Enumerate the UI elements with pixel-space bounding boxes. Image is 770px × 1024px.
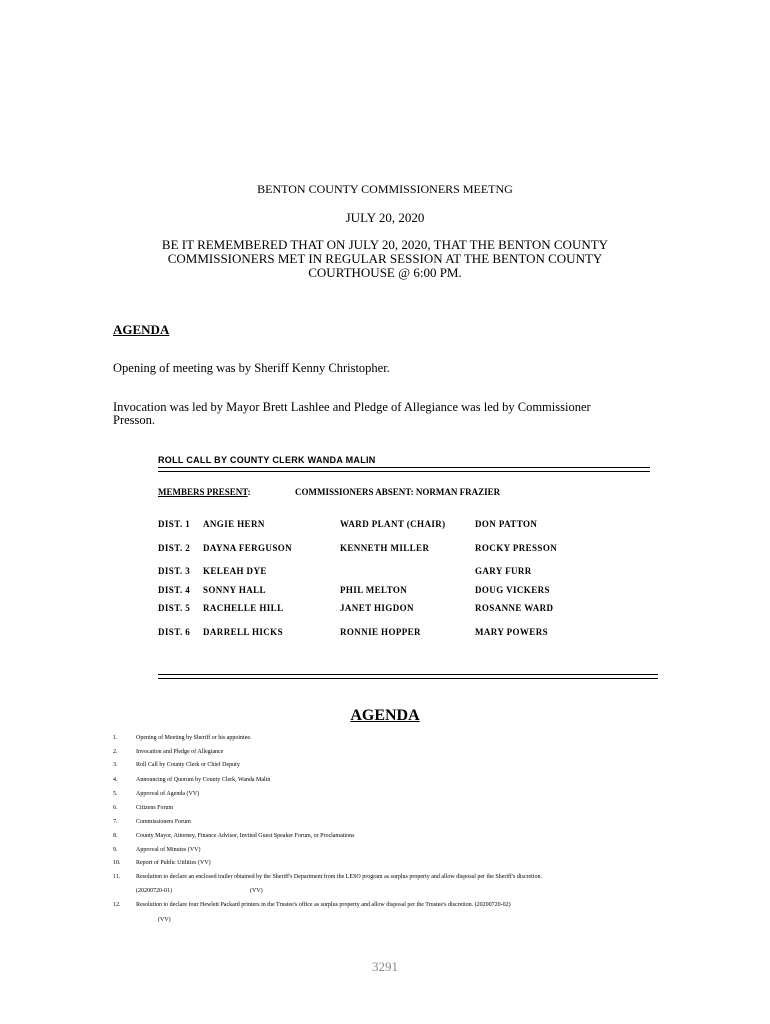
intro-line: COURTHOUSE @ 6:00 PM.	[308, 265, 462, 280]
agenda-item-text: Opening of Meeting by Sheriff or his appointee.	[136, 735, 252, 741]
agenda-item-text: Resolution to declare an enclosed trailer obtained by the Sheriff's Department from the LESO program as surplus property and allow disposal per the Sheriff's discretion.	[136, 874, 543, 880]
district-label: DIST. 4	[158, 585, 191, 595]
commissioner-name: WARD PLANT (CHAIR)	[340, 519, 446, 529]
agenda-heading: AGENDA	[113, 322, 170, 337]
district-label: DIST. 6	[158, 627, 191, 637]
meeting-date: JULY 20, 2020	[345, 210, 425, 225]
members-present-colon: :	[247, 487, 251, 497]
agenda-heading-2: AGENDA	[350, 707, 420, 724]
agenda-item-number: 2.	[113, 749, 118, 755]
agenda-item-number: 8.	[113, 833, 118, 839]
agenda-item-text: Approval of Minutes (VV)	[136, 847, 201, 853]
commissioner-name: DARRELL HICKS	[203, 627, 283, 637]
agenda-item-12-vote: (VV)	[158, 917, 171, 923]
invocation-paragraph	[113, 401, 673, 427]
agenda-item-text: County Mayor, Attorney, Finance Advisor, Invited Guest Speaker Forum, or Proclamations	[136, 833, 355, 839]
commissioner-name: DON PATTON	[475, 519, 538, 529]
agenda-item-text: Roll Call by County Clerk or Chief Deputy	[136, 762, 240, 768]
commissioner-name: RONNIE HOPPER	[340, 627, 421, 637]
commissioner-name: ROSANNE WARD	[475, 603, 554, 613]
commissioner-name: ANGIE HERN	[203, 519, 265, 529]
members-present-text: MEMBERS PRESENT	[158, 487, 248, 497]
commissioners-absent: COMMISSIONERS ABSENT: NORMAN FRAZIER	[295, 487, 501, 497]
agenda-item-text: Approval of Agenda (VV)	[136, 791, 200, 797]
invocation-line: Invocation was led by Mayor Brett Lashlee and Pledge of Allegiance was led by Commissioner	[113, 400, 591, 414]
agenda-item-number: 5.	[113, 791, 118, 797]
agenda-item-number: 11.	[113, 874, 121, 880]
agenda-item-text: Citizens Forum	[136, 805, 174, 811]
agenda-item-text: Announcing of Quorum by County Clerk, Wanda Malin	[136, 777, 271, 783]
commissioner-name: PHIL MELTON	[340, 585, 408, 595]
commissioner-name: ROCKY PRESSON	[475, 543, 558, 553]
district-label: DIST. 5	[158, 603, 191, 613]
commissioner-name: GARY FURR	[475, 566, 532, 576]
district-label: DIST. 1	[158, 519, 191, 529]
commissioner-name: DOUG VICKERS	[475, 585, 550, 595]
agenda-item-number: 3.	[113, 762, 118, 768]
invocation-line: Presson.	[113, 413, 156, 427]
agenda-item-number: 4.	[113, 777, 118, 783]
page-number: 3291	[372, 959, 398, 974]
intro-paragraph	[0, 238, 770, 280]
agenda-item-text: Resolution to declare four Hewlett Packard printers in the Trustee's office as surplus property and allow disposal per the Trustee's discretion. (20200720-02)	[136, 902, 511, 908]
district-label: DIST. 2	[158, 543, 191, 553]
opening-paragraph: Opening of meeting was by Sheriff Kenny Christopher.	[113, 361, 390, 375]
agenda-item-number: 6.	[113, 805, 118, 811]
agenda-item-11-vote: (VV)	[250, 888, 263, 894]
agenda-item-number: 1.	[113, 735, 118, 741]
agenda-item-text: Invocation and Pledge of Allegiance	[136, 749, 224, 755]
agenda-item-number: 10.	[113, 860, 121, 866]
intro-line: BE IT REMEMBERED THAT ON JULY 20, 2020, THAT THE BENTON COUNTY	[161, 237, 609, 252]
district-label: DIST. 3	[158, 566, 191, 576]
agenda-item-11-code: (20200720-01)	[136, 888, 172, 894]
commissioner-name: JANET HIGDON	[340, 603, 414, 613]
agenda-item-number: 12.	[113, 902, 121, 908]
commissioner-name: RACHELLE HILL	[203, 603, 284, 613]
commissioner-name: KELEAH DYE	[203, 566, 267, 576]
agenda-item-text: Report of Public Utilities (VV)	[136, 860, 211, 866]
commissioner-name: SONNY HALL	[203, 585, 266, 595]
roll-call-heading: ROLL CALL BY COUNTY CLERK WANDA MALIN	[158, 455, 376, 465]
commissioner-name: KENNETH MILLER	[340, 543, 430, 553]
commissioner-name: DAYNA FERGUSON	[203, 543, 293, 553]
intro-line: COMMISSIONERS MET IN REGULAR SESSION AT THE BENTON COUNTY	[167, 251, 603, 266]
agenda-item-number: 7.	[113, 819, 118, 825]
roll-call-divider-bottom	[158, 674, 658, 679]
document-title: BENTON COUNTY COMMISSIONERS MEETNG	[257, 182, 513, 196]
roll-call-divider-top	[158, 467, 650, 472]
commissioner-name: MARY POWERS	[475, 627, 548, 637]
agenda-item-number: 9.	[113, 847, 118, 853]
members-present-label	[158, 487, 251, 497]
agenda-item-text: Commissioners Forum	[136, 819, 191, 825]
